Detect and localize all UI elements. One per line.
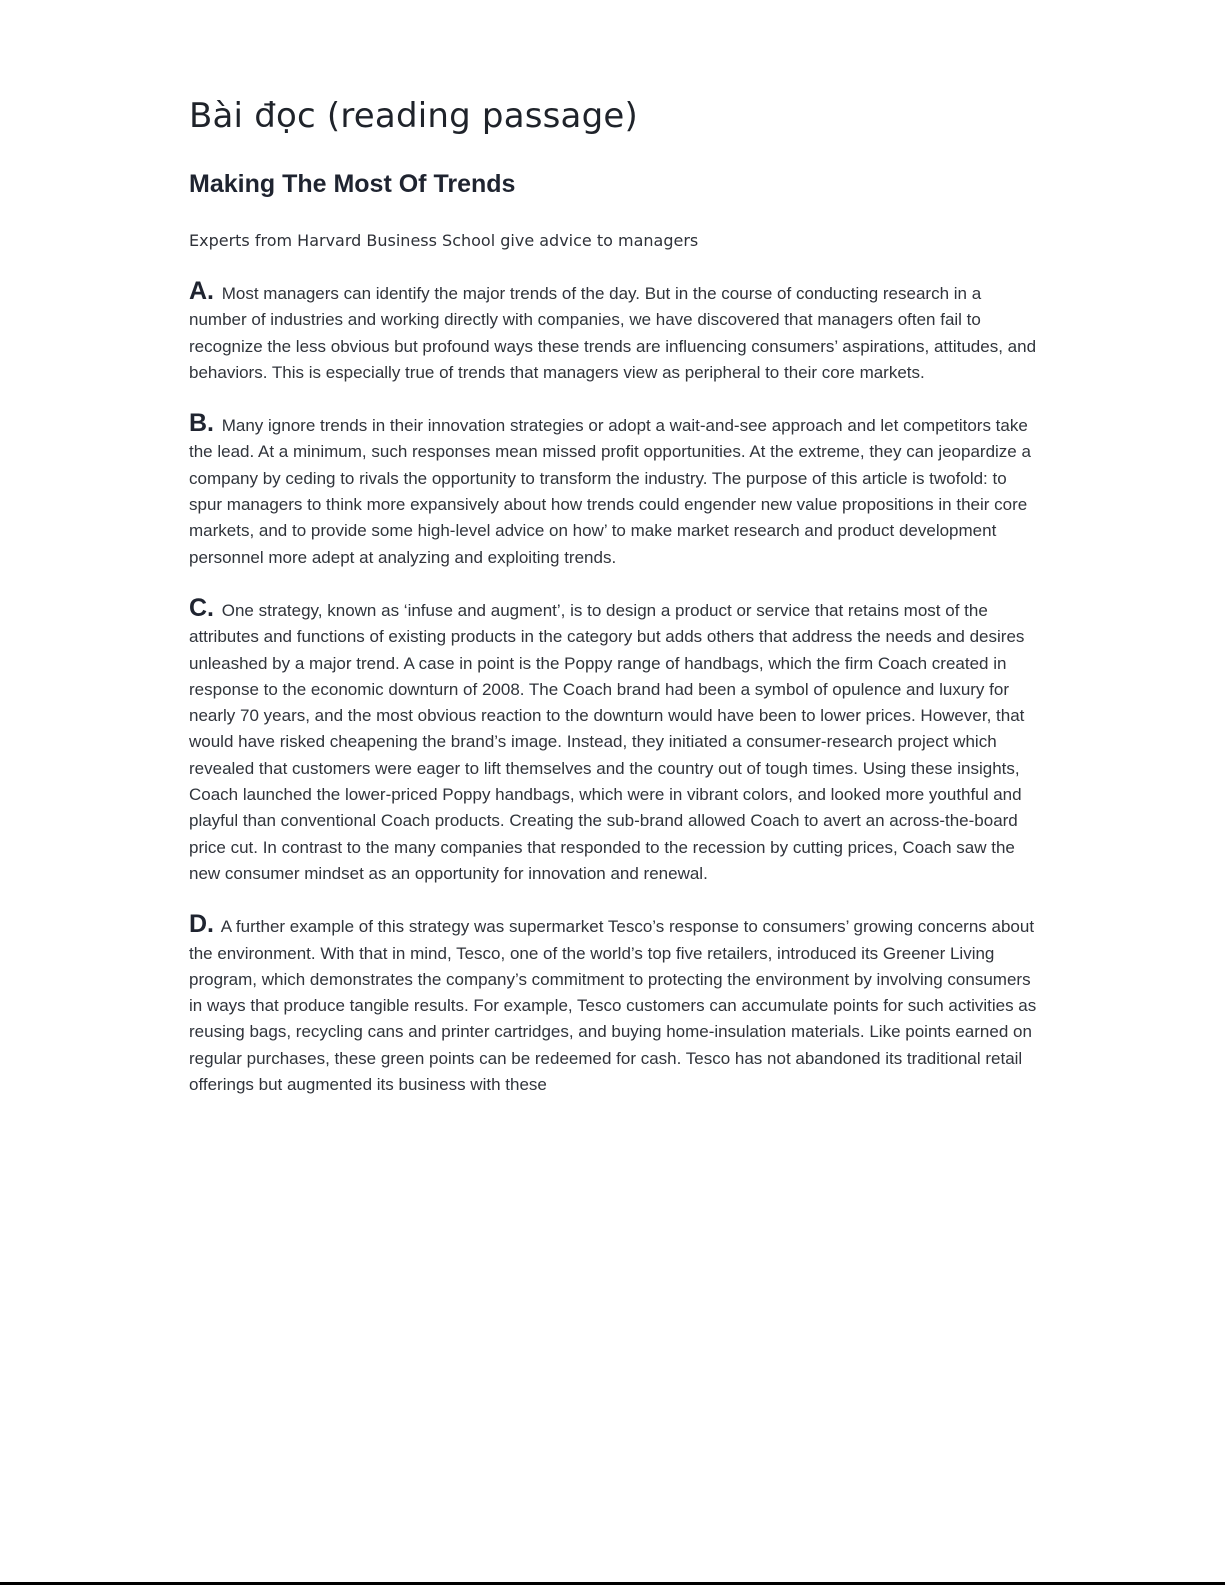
paragraph-b: [189, 410, 1037, 571]
paragraph-a: [189, 278, 1037, 386]
paragraph-letter: C.: [189, 593, 214, 622]
paragraph-letter: A.: [189, 277, 214, 305]
article-title: Making The Most Of Trends: [189, 170, 516, 198]
paragraph-text: A further example of this strategy was supermarket Tesco’s response to consumers’ growing concerns about the environment. With that in mind, Tesco, one of the world’s top five retailers, introduced its Greener Living program, which demonstrates the company’s commitment to protecting the environment by involving consumers in ways that produce tangible results. For example, Tesco customers can accumulate points for such activities as reusing bags, recycling cans and printer cartridges, and buying home-insulation materials. Like points earned on regular purchases, these green points can be redeemed for cash. Tesco has not abandoned its traditional retail offerings but augmented its business with these: [189, 917, 1037, 1095]
paragraph-text: Most managers can identify the major trends of the day. But in the course of conducting research in a number of industries and working directly with companies, we have discovered that managers often fail to recognize the less obvious but profound ways these trends are influencing consumers’ aspirations, attitudes, and behaviors. This is especially true of trends that managers view as peripheral to their core markets.: [189, 284, 1037, 382]
document-page: [189, 86, 1037, 1095]
paragraph-c: [189, 595, 1037, 887]
paragraph-letter: D.: [189, 911, 214, 939]
paragraph-text: One strategy, known as ‘infuse and augment’, is to design a product or service that retains most of the attributes and functions of existing products in the category but adds others that address the needs and desires unleashed by a major trend. A case in point is the Poppy range of handbags, which the firm Coach created in response to the economic downturn of 2008. The Coach brand had been a symbol of opulence and luxury for nearly 70 years, and the most obvious reaction to the downturn would have been to lower prices. However, that would have risked cheapening the brand’s image. Instead, they initiated a consumer-research project which revealed that customers were eager to lift themselves and the country out of tough times. Using these insights, Coach launched the lower-priced Poppy handbags, which were in vibrant colors, and looked more youthful and playful than conventional Coach products. Creating the sub-brand allowed Coach to avert an across-the-board price cut. In contrast to the many companies that responded to the recession by cutting prices, Coach saw the new consumer mindset as an opportunity for innovation and renewal.: [189, 600, 1025, 883]
page-title: Bài đọc (reading passage): [189, 96, 638, 136]
article-subtitle: Experts from Harvard Business School give advice to managers: [189, 231, 699, 250]
paragraph-letter: B.: [189, 409, 214, 438]
paragraph-text: Many ignore trends in their innovation strategies or adopt a wait-and-see approach and let competitors take the lead. At a minimum, such responses mean missed profit opportunities. At the extreme, they can jeopardize a company by ceding to rivals the opportunity to transform the industry. The purpose of this article is twofold: to spur managers to think more expansively about how trends could engender new value propositions in their core markets, and to provide some high-level advice on how’ to make market research and product development personnel more adept at analyzing and exploiting trends.: [189, 416, 1031, 567]
paragraph-d: [189, 911, 1037, 1095]
